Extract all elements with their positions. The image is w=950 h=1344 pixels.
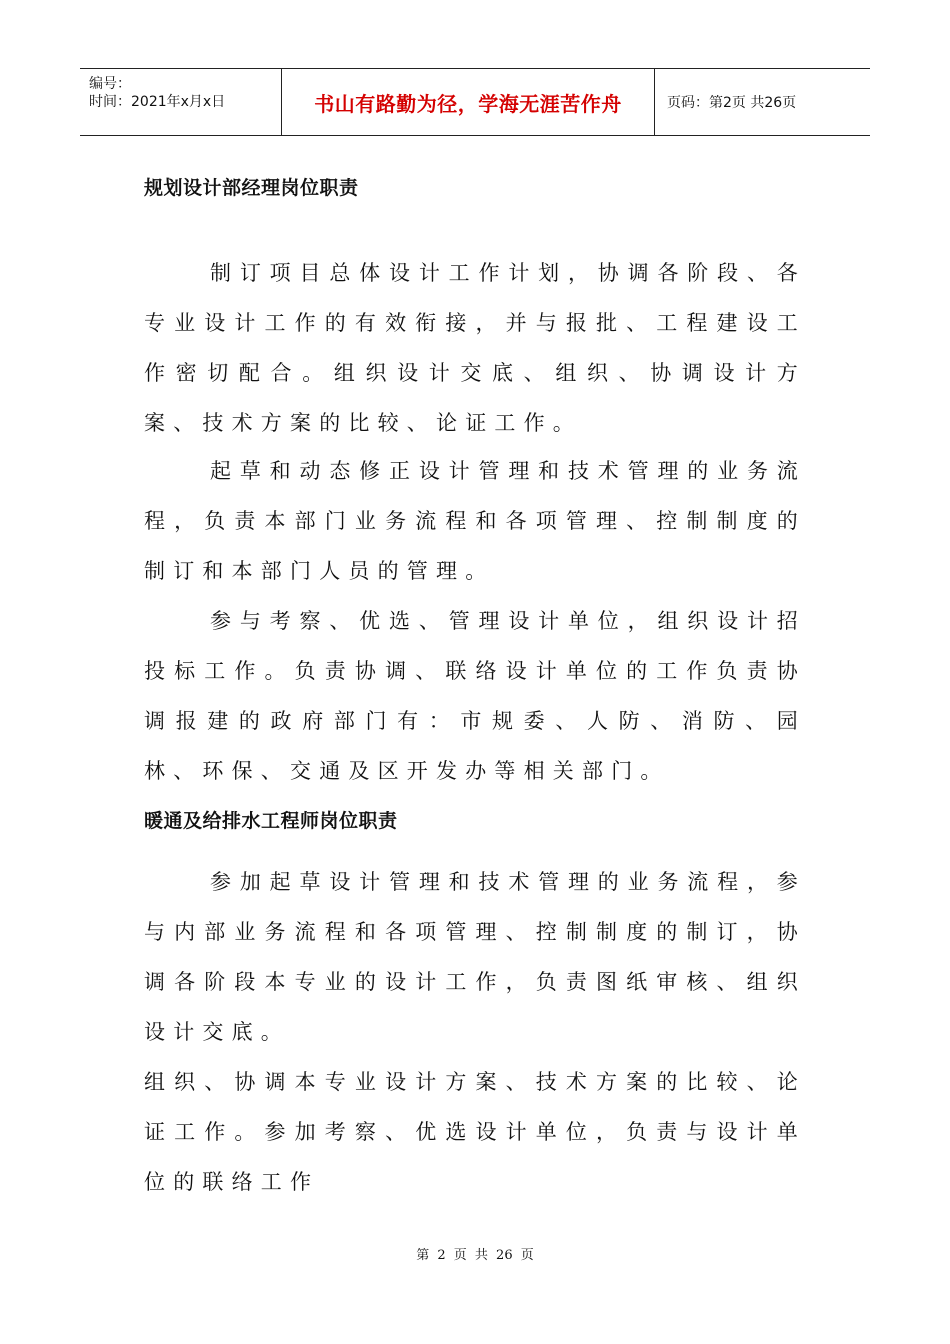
paragraph-planning-duties-1: 制订项目总体设计工作计划，协调各阶段、各专业设计工作的有效衔接，并与报批、工程建设工作密切配合。组织设计交底、组织、协调设计方案、技术方案的比较、论证工作。 [144,261,806,435]
document-date: 时间：2021年x月x日 [89,94,226,110]
paragraph-planning-duties-3: 参与考察、优选、管理设计单位，组织设计招投标工作。负责协调、联络设计单位的工作负责协调报建的政府部门有：市规委、人防、消防、园林、环保、交通及区开发办等相关部门。 [144,609,806,783]
section-title-planning-manager: 规划设计部经理岗位职责 [144,177,359,199]
paragraph-planning-duties-2: 起草和动态修正设计管理和技术管理的业务流程，负责本部门业务流程和各项管理、控制制度的制订和本部门人员的管理。 [144,459,806,583]
page-footer: 第 2 页 共 26 页 [416,1248,534,1263]
header-page-cell [655,69,870,135]
header-motto: 书山有路勤为径，学海无涯苦作舟 [314,91,622,116]
paragraph-hvac-duties-2: 组织、协调本专业设计方案、技术方案的比较、论证工作。参加考察、优选设计单位，负责与设计单位的联络工作 [144,1070,806,1194]
header-page-number: 页码：第2页 共26页 [667,95,797,111]
section-title-hvac-engineer: 暖通及给排水工程师岗位职责 [144,810,398,832]
document-number: 编号： [89,76,131,92]
header-info-cell [80,69,282,135]
page-header [80,68,870,136]
header-motto-cell [282,69,655,135]
paragraph-hvac-duties-1: 参加起草设计管理和技术管理的业务流程，参与内部业务流程和各项管理、控制制度的制订，协调各阶段本专业的设计工作，负责图纸审核、组织设计交底。 [144,870,806,1044]
